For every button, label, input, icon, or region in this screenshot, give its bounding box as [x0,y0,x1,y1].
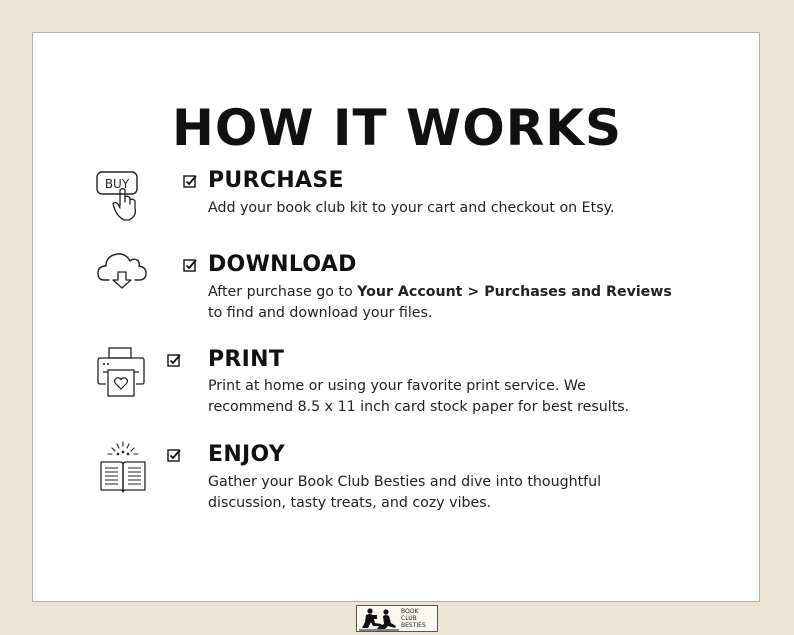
step-heading: PRINT [208,347,285,372]
step-text-before: After purchase go to [208,284,358,300]
cloud-download-icon [96,250,148,290]
logo-line-1: BOOK [401,608,419,615]
logo-line-3: BESTIES [401,622,426,629]
brand-logo [356,605,438,632]
readers-silhouette-icon [359,607,399,631]
buy-icon-label: BUY [104,177,130,191]
account-path-text: Your Account > Purchases and Reviews [357,284,672,300]
step-heading: PURCHASE [208,168,344,193]
page-title: HOW IT WORKS [172,98,622,157]
checkbox-checked-icon [167,448,181,462]
step-heading: DOWNLOAD [208,252,357,277]
buy-button-icon [94,168,150,224]
checkbox-checked-icon [183,258,197,272]
step-heading: ENJOY [208,442,285,467]
step-text-after: to find and download your files. [208,305,433,321]
logo-line-2: CLUB [401,615,417,622]
step-description: Gather your Book Club Besties and dive into thoughtful discussion, tasty treats, and cozy vibes. [208,474,602,511]
checkbox-checked-icon [167,353,181,367]
checkbox-checked-icon [183,174,197,188]
open-book-sparkle-icon [98,440,150,494]
step-description [208,282,688,324]
printer-heart-icon [96,346,148,398]
step-description: Add your book club kit to your cart and checkout on Etsy. [208,200,615,216]
logo-text [401,608,437,629]
step-description: Print at home or using your favorite print service. We recommend 8.5 x 11 inch card stock paper for best results. [208,378,630,415]
